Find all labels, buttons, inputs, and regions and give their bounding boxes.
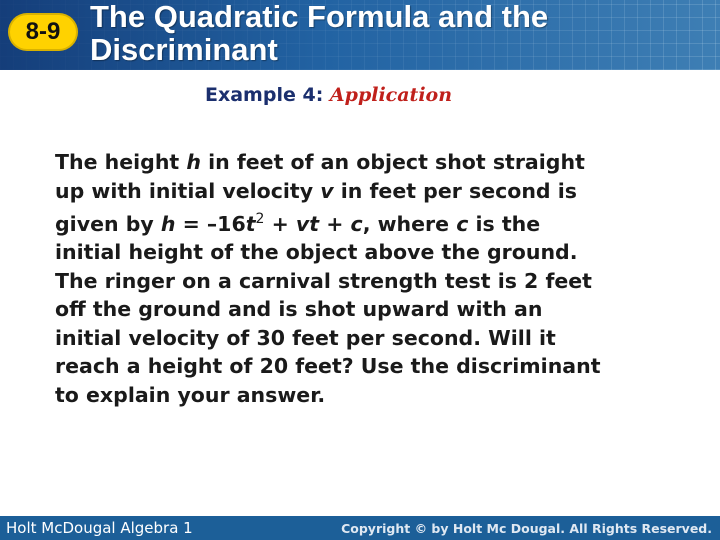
footer-publisher: Holt McDougal Algebra 1 <box>6 519 193 537</box>
problem-text <box>55 148 700 409</box>
example-heading <box>205 84 452 106</box>
problem-line: initial velocity of 30 feet per second. Will it <box>55 325 556 350</box>
slide-title-line-1: The Quadratic Formula and the <box>90 0 549 34</box>
footer-copyright: Copyright © by Holt Mc Dougal. All Rights Reserved. <box>341 521 712 536</box>
problem-line: to explain your answer. <box>55 382 326 407</box>
slide-header <box>0 0 720 70</box>
problem-line: reach a height of 20 feet? Use the discriminant <box>55 354 601 379</box>
lesson-number-badge: 8-9 <box>8 13 78 51</box>
slide-title <box>90 0 710 66</box>
problem-line: The height h in feet of an object shot straight <box>55 150 585 174</box>
problem-line: off the ground and is shot upward with an <box>55 297 543 322</box>
example-label: Example 4: <box>205 84 324 106</box>
slide-footer <box>0 516 720 540</box>
problem-line: initial height of the object above the ground. <box>55 240 578 265</box>
problem-line: up with initial velocity v in feet per second is <box>55 178 577 203</box>
problem-line: given by $h = -16t^2$ + vt + c, where c is the <box>55 211 541 236</box>
example-subtitle: Application <box>329 84 453 106</box>
problem-line: The ringer on a carnival strength test is 2 feet <box>55 268 592 293</box>
slide-title-line-2: Discriminant <box>90 32 278 67</box>
